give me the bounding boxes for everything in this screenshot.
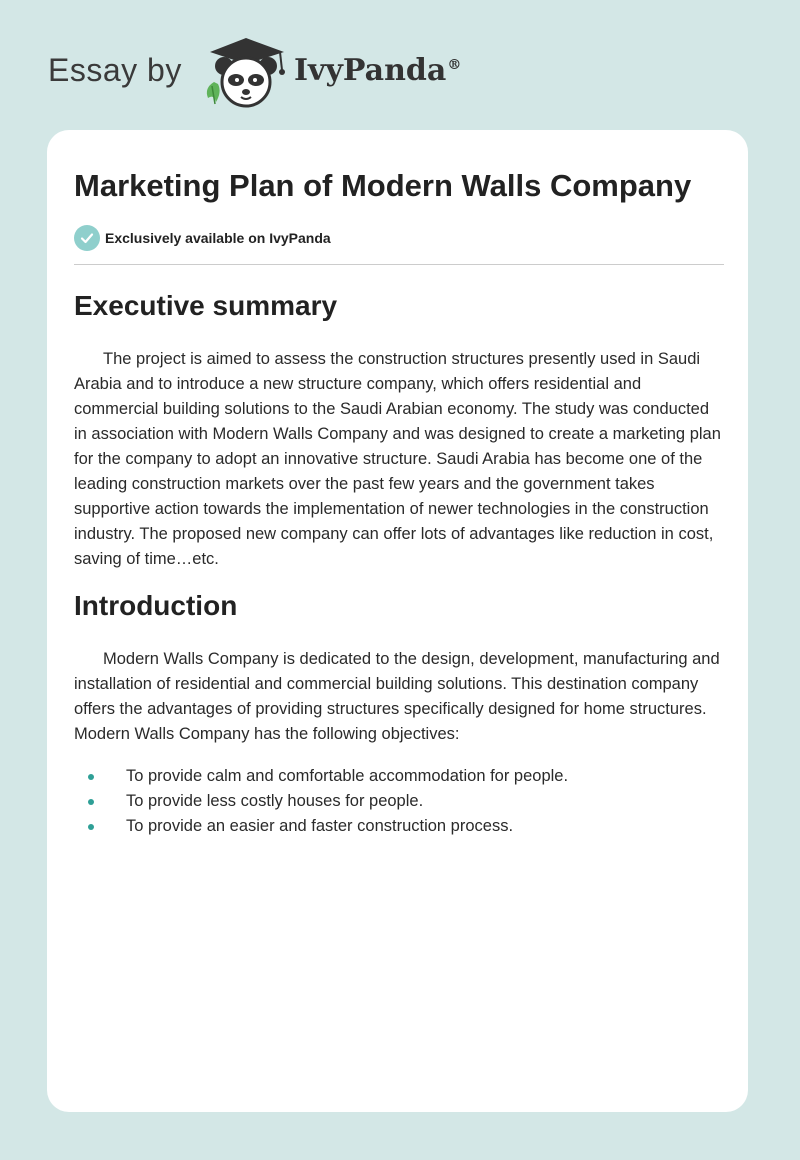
list-item-text: To provide calm and comfortable accommodation for people.	[126, 767, 569, 785]
section-heading-executive-summary: Executive summary	[74, 290, 338, 321]
list-item	[74, 814, 724, 839]
section-heading-introduction: Introduction	[74, 590, 238, 621]
essay-title: Marketing Plan of Modern Walls Company	[74, 168, 692, 203]
ivypanda-logo-icon[interactable]	[200, 36, 290, 110]
registered-mark: ®	[447, 57, 462, 73]
essay-content	[74, 166, 724, 839]
introduction-paragraph: Modern Walls Company is dedicated to the design, development, manufacturing and installation of residential and commercial building solutions. This destination company offers the advantages of providing structures specifically designed for home structures. Modern Walls Company has the following objectives:	[74, 650, 720, 743]
brand-header	[48, 36, 488, 110]
list-item	[74, 764, 724, 789]
check-icon	[74, 225, 100, 251]
exclusive-label: Exclusively available on IvyPanda	[105, 230, 331, 246]
essay-card	[47, 130, 748, 1112]
list-item	[74, 789, 724, 814]
executive-summary-paragraph: The project is aimed to assess the construction structures presently used in Saudi Arabia and to introduce a new structure company, which offers residential and commercial building solutions to the Saudi Arabian economy. The study was conducted in association with Modern Walls Company and was designed to create a marketing plan for the company to adopt an innovative structure. Saudi Arabia has become one of the leading construction markets over the past few years and the government takes supportive action towards the implementation of newer technologies in the construction industry. The proposed new company can offer lots of advantages like reduction in cost, saving of time…etc.	[74, 350, 721, 568]
bullet-dot-icon	[88, 799, 94, 805]
exclusive-badge	[74, 224, 724, 252]
bullet-dot-icon	[88, 824, 94, 830]
objectives-list	[74, 764, 724, 839]
list-item-text: To provide an easier and faster construction process.	[126, 817, 514, 835]
essay-by-label: Essay by	[48, 52, 182, 88]
title-divider	[74, 264, 724, 265]
list-item-text: To provide less costly houses for people.	[126, 792, 424, 810]
bullet-dot-icon	[88, 774, 94, 780]
ivypanda-wordmark[interactable]: IvyPanda®	[294, 53, 462, 88]
